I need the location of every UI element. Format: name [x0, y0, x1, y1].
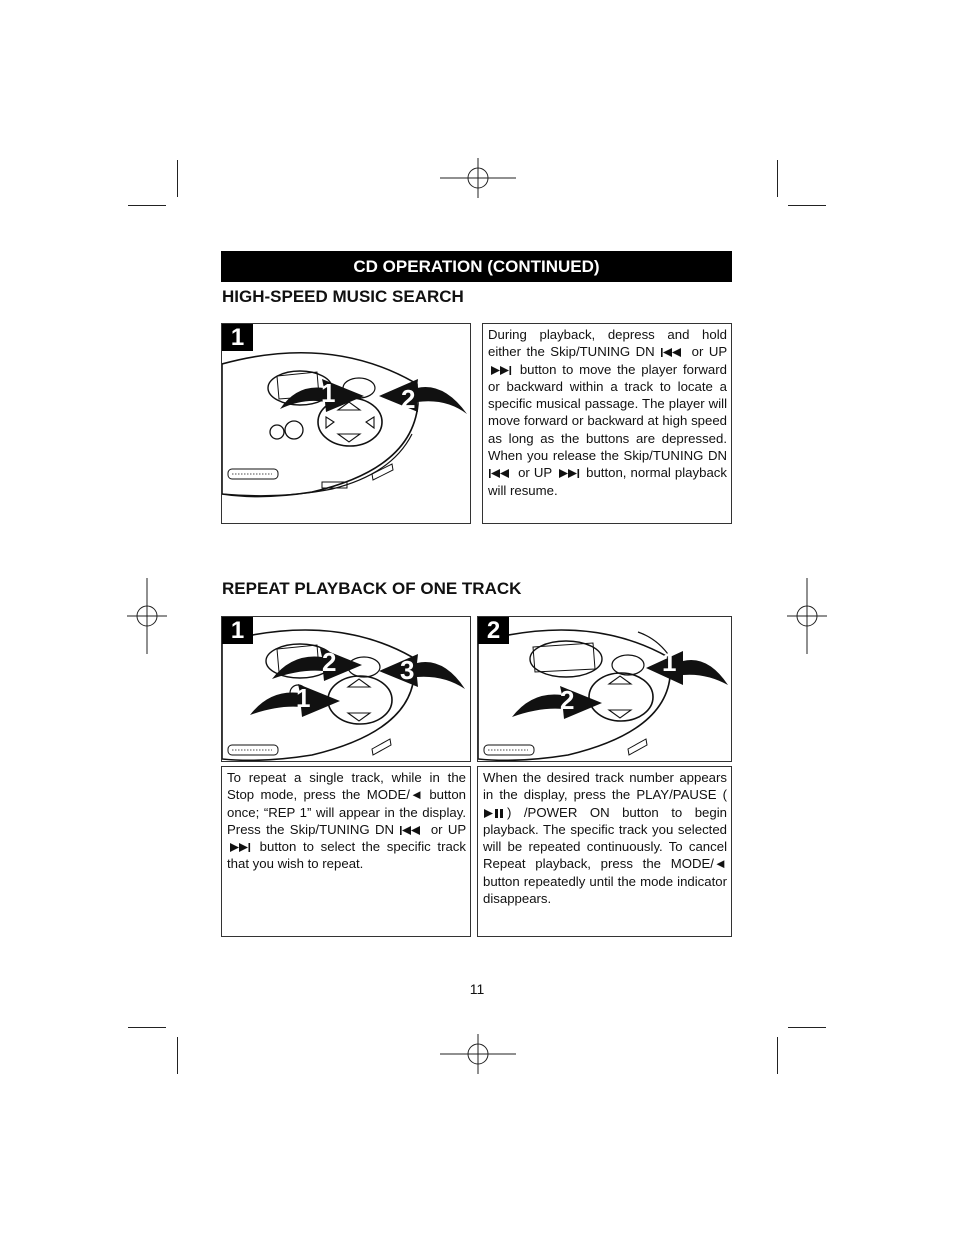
- crop-mark: [177, 160, 178, 197]
- registration-mark-left: [127, 578, 167, 654]
- header-title: CD OPERATION (CONTINUED): [353, 256, 600, 276]
- section-header-bar: [221, 251, 732, 282]
- cd-player-illustration: [222, 617, 471, 762]
- crop-mark: [777, 160, 778, 197]
- arrow-label: 2: [560, 685, 575, 715]
- crop-mark: [177, 1037, 178, 1074]
- crop-mark: [128, 1027, 166, 1028]
- instruction-text-box-repeat-2: [477, 766, 732, 937]
- skip-forward-icon: [488, 365, 514, 376]
- arrow-label: 1: [321, 378, 336, 408]
- instruction-text: During playback, depress and hold either the Skip/TUNING DN or UP button to move the player forward or backward within a track to locate a specific musical passage. The player will move forward or backward at high speed as long as the buttons are depressed. When you release the Skip/TUNING DN or UP button, normal playback will resume.: [488, 327, 727, 498]
- instruction-text-box-repeat-1: [221, 766, 471, 937]
- play-pause-icon: [483, 808, 507, 819]
- illustration-panel-repeat-2: [477, 616, 732, 762]
- skip-back-icon: [660, 347, 686, 358]
- step-number-badge: 1: [222, 324, 253, 351]
- registration-mark-bottom: [440, 1034, 516, 1074]
- section-title-repeat: REPEAT PLAYBACK OF ONE TRACK: [222, 579, 522, 598]
- section-title-high-speed: HIGH-SPEED MUSIC SEARCH: [222, 287, 464, 306]
- instruction-text: To repeat a single track, while in the Stop mode, press the MODE/◄ button once; “REP 1” will appear in the display. Press the Skip/TUNING DN or UP button to select the specific track that you wish to repeat.: [227, 770, 466, 872]
- crop-mark: [128, 205, 166, 206]
- instruction-text-box-search: [482, 323, 732, 524]
- arrow-label: 3: [400, 655, 415, 685]
- illustration-panel-repeat-1: [221, 616, 471, 762]
- page-number: 11: [469, 981, 485, 997]
- skip-forward-icon: [556, 468, 582, 479]
- crop-mark: [788, 205, 826, 206]
- step-number-badge: 1: [222, 617, 253, 644]
- skip-back-icon: [399, 825, 425, 836]
- illustration-panel-search: [221, 323, 471, 524]
- arrow-label: 1: [296, 683, 311, 713]
- crop-mark: [788, 1027, 826, 1028]
- cd-player-illustration: [478, 617, 732, 762]
- arrow-label: 1: [662, 647, 677, 677]
- registration-mark-top: [440, 158, 516, 198]
- arrow-label: 2: [401, 384, 416, 414]
- skip-back-icon: [488, 468, 514, 479]
- cd-player-illustration: [222, 324, 471, 524]
- crop-mark: [777, 1037, 778, 1074]
- skip-forward-icon: [227, 842, 253, 853]
- step-number-badge: 2: [478, 617, 509, 644]
- arrow-label: 2: [322, 647, 337, 677]
- registration-mark-right: [787, 578, 827, 654]
- instruction-text: When the desired track number appears in the display, press the PLAY/PAUSE () /POWER ON button to begin playback. The specific track you selected will be repeated continuously. To cancel Repeat playback, press the MODE/◄ button repeatedly until the mode indicator disappears.: [483, 770, 727, 907]
